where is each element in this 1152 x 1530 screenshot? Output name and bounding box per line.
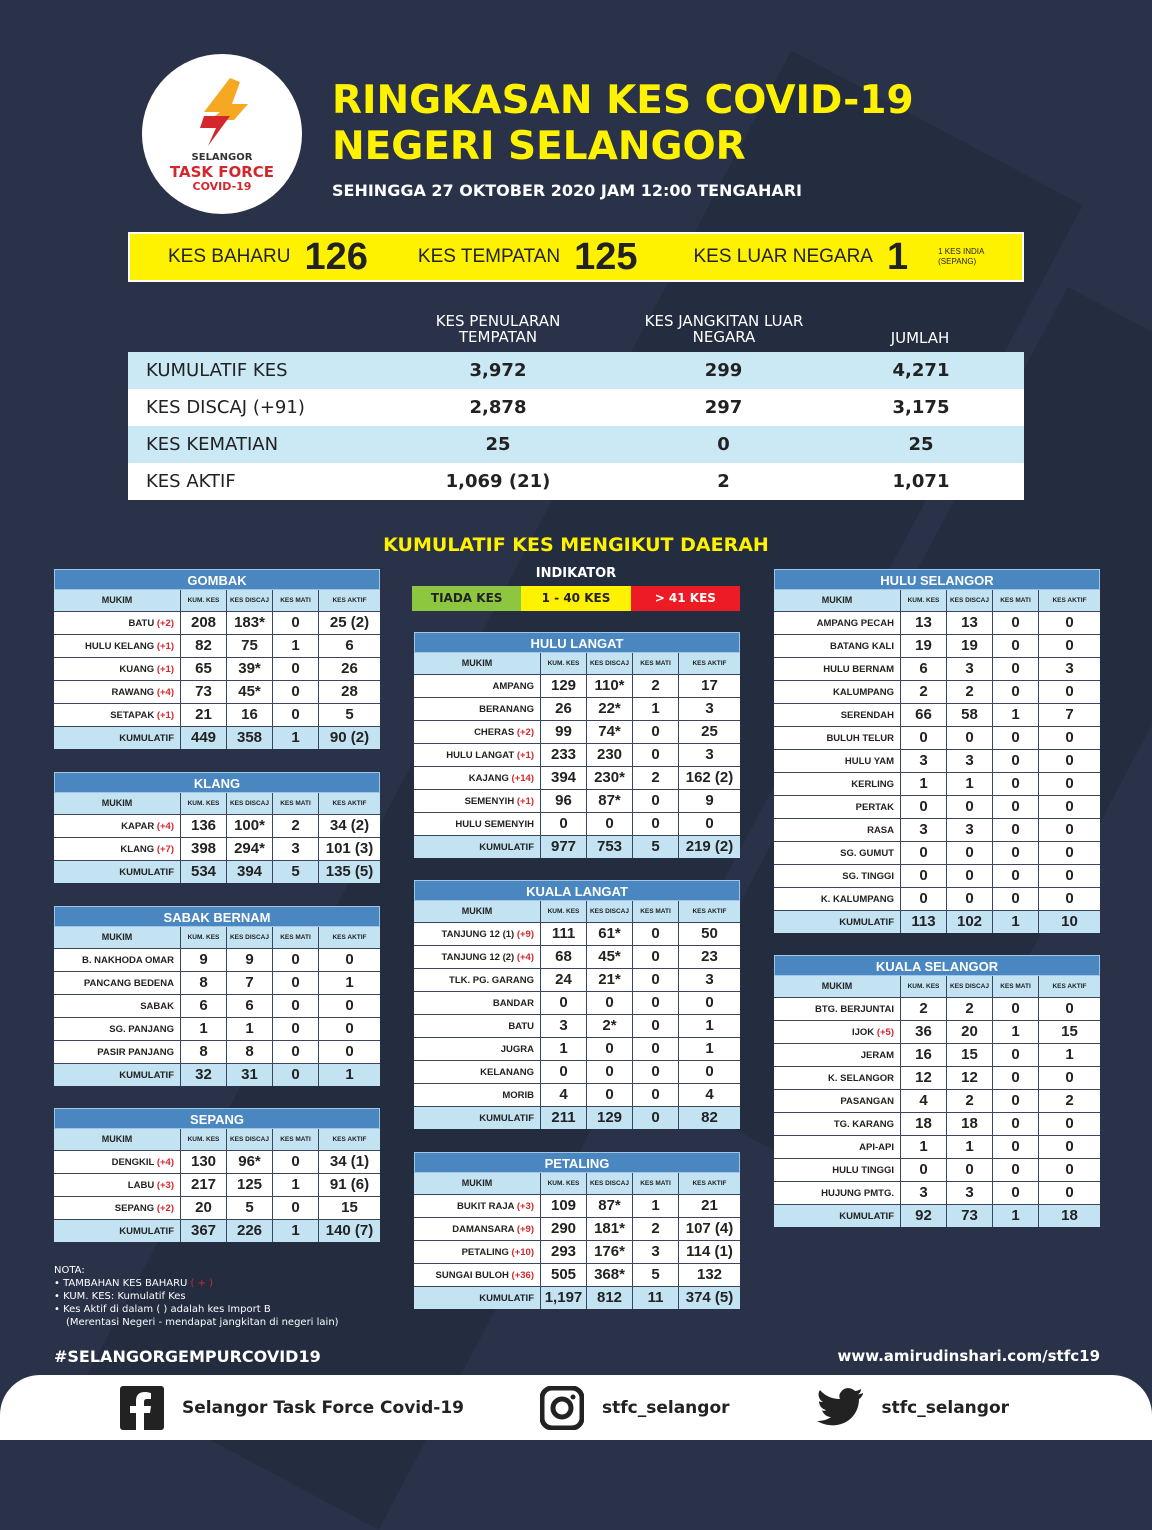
table-row: HULU LANGAT (+1) 233 230 0 3 xyxy=(414,743,740,766)
summary-col3-header: JUMLAH xyxy=(890,329,950,347)
district-table xyxy=(54,569,380,749)
table-row: BERANANG 26 22* 1 3 xyxy=(414,697,740,720)
table-row: BATU 3 2* 0 1 xyxy=(414,1014,740,1037)
table-row: DENGKIL (+4) 130 96* 0 34 (1) xyxy=(54,1150,380,1173)
summary-row: KES AKTIF 1,069 (21) 2 1,071 xyxy=(128,463,1024,500)
total-row: KUMULATIF 977 753 5 219 (2) xyxy=(414,835,740,858)
total-row: KUMULATIF 367 226 1 140 (7) xyxy=(54,1219,380,1242)
table-row: IJOK (+5) 36 20 1 15 xyxy=(774,1020,1100,1043)
indicator-low: 1 - 40 KES xyxy=(521,586,630,611)
indicator-high: > 41 KES xyxy=(631,586,740,611)
total-row: KUMULATIF 32 31 0 1 xyxy=(54,1063,380,1086)
logo-line1: SELANGOR xyxy=(191,152,253,163)
total-row: KUMULATIF 534 394 5 135 (5) xyxy=(54,860,380,883)
kes-baharu-value: 126 xyxy=(304,235,368,278)
column-header: MUKIM KUM. KES KES DISCAJ KES MATI KES AKTIF xyxy=(414,901,740,922)
page-title: RINGKASAN KES COVID-19 NEGERI SELANGOR xyxy=(332,78,914,169)
table-row: KAPAR (+4) 136 100* 2 34 (2) xyxy=(54,814,380,837)
table-row: PASIR PANJANG 8 8 0 0 xyxy=(54,1040,380,1063)
table-row: SEPANG (+2) 20 5 0 15 xyxy=(54,1196,380,1219)
indicator-title: INDIKATOR xyxy=(535,566,617,581)
district-title: GOMBAK xyxy=(54,569,380,590)
section-title: KUMULATIF KES MENGIKUT DAERAH xyxy=(383,534,769,556)
summary-col2-header: KES JANGKITAN LUAR NEGARA xyxy=(644,312,804,346)
table-row: SEMENYIH (+1) 96 87* 0 9 xyxy=(414,789,740,812)
table-row: PETALING (+10) 293 176* 3 114 (1) xyxy=(414,1240,740,1263)
table-row: PERTAK 0 0 0 0 xyxy=(774,795,1100,818)
table-row: HULU KELANG (+1) 82 75 1 6 xyxy=(54,634,380,657)
column-header: MUKIM KUM. KES KES DISCAJ KES MATI KES AKTIF xyxy=(54,590,380,611)
total-row: KUMULATIF 211 129 0 82 xyxy=(414,1106,740,1129)
table-row: CHERAS (+2) 99 74* 0 25 xyxy=(414,720,740,743)
district-title: SEPANG xyxy=(54,1108,380,1129)
district-table xyxy=(414,880,740,1129)
table-row: PASANGAN 4 2 0 2 xyxy=(774,1089,1100,1112)
twitter-icon xyxy=(816,1388,864,1428)
column-header: MUKIM KUM. KES KES DISCAJ KES MATI KES AKTIF xyxy=(414,653,740,674)
table-row: TANJUNG 12 (2) (+4) 68 45* 0 23 xyxy=(414,945,740,968)
district-title: KLANG xyxy=(54,772,380,793)
table-row: KUANG (+1) 65 39* 0 26 xyxy=(54,657,380,680)
table-row: BATU (+2) 208 183* 0 25 (2) xyxy=(54,611,380,634)
kes-luar-note: 1 KES INDIA (SEPANG) xyxy=(938,247,984,266)
column-header: MUKIM KUM. KES KES DISCAJ KES MATI KES AKTIF xyxy=(54,1129,380,1150)
table-row: BUKIT RAJA (+3) 109 87* 1 21 xyxy=(414,1194,740,1217)
table-row: HUJUNG PMTG. 3 3 0 0 xyxy=(774,1181,1100,1204)
table-row: HULU YAM 3 3 0 0 xyxy=(774,749,1100,772)
kes-tempatan-value: 125 xyxy=(574,235,638,278)
instagram-icon xyxy=(540,1386,584,1430)
total-row: KUMULATIF 113 102 1 10 xyxy=(774,910,1100,933)
district-title: KUALA SELANGOR xyxy=(774,955,1100,976)
table-row: SETAPAK (+1) 21 16 0 5 xyxy=(54,703,380,726)
summary-row: KES DISCAJ (+91) 2,878 297 3,175 xyxy=(128,389,1024,426)
table-row: B. NAKHODA OMAR 9 9 0 0 xyxy=(54,948,380,971)
task-force-logo xyxy=(142,54,302,214)
table-row: AMPANG 129 110* 2 17 xyxy=(414,674,740,697)
table-row: KAJANG (+14) 394 230* 2 162 (2) xyxy=(414,766,740,789)
kes-tempatan-label: KES TEMPATAN xyxy=(417,246,561,267)
district-title: SABAK BERNAM xyxy=(54,906,380,927)
district-table xyxy=(414,632,740,858)
table-row: K. KALUMPANG 0 0 0 0 xyxy=(774,887,1100,910)
table-row: SG. PANJANG 1 1 0 0 xyxy=(54,1017,380,1040)
table-row: PANCANG BEDENA 8 7 0 1 xyxy=(54,971,380,994)
indicator-legend xyxy=(412,566,740,611)
total-row: KUMULATIF 92 73 1 18 xyxy=(774,1204,1100,1227)
column-header: MUKIM KUM. KES KES DISCAJ KES MATI KES AKTIF xyxy=(414,1173,740,1194)
table-row: BANDAR 0 0 0 0 xyxy=(414,991,740,1014)
table-row: KERLING 1 1 0 0 xyxy=(774,772,1100,795)
table-row: API-API 1 1 0 0 xyxy=(774,1135,1100,1158)
district-table xyxy=(54,772,380,883)
column-header: MUKIM KUM. KES KES DISCAJ KES MATI KES AKTIF xyxy=(54,927,380,948)
logo-line3: COVID-19 xyxy=(192,180,252,193)
district-title: KUALA LANGAT xyxy=(414,880,740,901)
kes-luar-value: 1 xyxy=(886,235,909,278)
facebook-link[interactable]: Selangor Task Force Covid-19 xyxy=(120,1386,464,1430)
instagram-link[interactable]: stfc_selangor xyxy=(540,1386,730,1430)
table-row: LABU (+3) 217 125 1 91 (6) xyxy=(54,1173,380,1196)
table-row: HULU SEMENYIH 0 0 0 0 xyxy=(414,812,740,835)
total-row: KUMULATIF 1,197 812 11 374 (5) xyxy=(414,1286,740,1309)
column-header: MUKIM KUM. KES KES DISCAJ KES MATI KES AKTIF xyxy=(54,793,380,814)
table-row: RASA 3 3 0 0 xyxy=(774,818,1100,841)
table-row: HULU TINGGI 0 0 0 0 xyxy=(774,1158,1100,1181)
district-table xyxy=(54,1108,380,1242)
logo-line2: TASK FORCE xyxy=(169,163,275,181)
summary-col1-header: KES PENULARAN TEMPATAN xyxy=(435,312,561,346)
column-header: MUKIM KUM. KES KES DISCAJ KES MATI KES AKTIF xyxy=(774,976,1100,997)
district-title: HULU LANGAT xyxy=(414,632,740,653)
table-row: HULU BERNAM 6 3 0 3 xyxy=(774,657,1100,680)
website-link[interactable]: www.amirudinshari.com/stfc19 xyxy=(837,1347,1100,1365)
table-row: TANJUNG 12 (1) (+9) 111 61* 0 50 xyxy=(414,922,740,945)
table-row: SG. GUMUT 0 0 0 0 xyxy=(774,841,1100,864)
summary-row: KUMULATIF KES 3,972 299 4,271 xyxy=(128,352,1024,389)
twitter-link[interactable]: stfc_selangor xyxy=(816,1388,1010,1428)
indicator-none: TIADA KES xyxy=(412,586,521,611)
facebook-icon xyxy=(120,1386,164,1430)
table-row: KLANG (+7) 398 294* 3 101 (3) xyxy=(54,837,380,860)
new-cases-bar xyxy=(128,232,1024,282)
hashtag: #SELANGORGEMPURCOVID19 xyxy=(54,1347,321,1366)
table-row: SG. TINGGI 0 0 0 0 xyxy=(774,864,1100,887)
table-row: BULUH TELUR 0 0 0 0 xyxy=(774,726,1100,749)
table-row: SERENDAH 66 58 1 7 xyxy=(774,703,1100,726)
page-subtitle: SEHINGGA 27 OKTOBER 2020 JAM 12:00 TENGAHARI xyxy=(332,181,802,200)
kes-baharu-label: KES BAHARU xyxy=(168,246,291,267)
notes: NOTA: • TAMBAHAN KES BAHARU ( + ) • KUM. KES: Kumulatif Kes • Kes Aktif di dalam ( ) adalah kes Import B (Merentasi Negeri - mendapat jangkitan di negeri lain) xyxy=(54,1265,339,1328)
summary-table xyxy=(128,352,1024,500)
district-table xyxy=(774,569,1100,933)
table-row: JUGRA 1 0 0 1 xyxy=(414,1037,740,1060)
table-row: SUNGAI BULOH (+36) 505 368* 5 132 xyxy=(414,1263,740,1286)
table-row: AMPANG PECAH 13 13 0 0 xyxy=(774,611,1100,634)
table-row: TLK. PG. GARANG 24 21* 0 3 xyxy=(414,968,740,991)
lightning-icon xyxy=(190,76,254,148)
district-title: PETALING xyxy=(414,1152,740,1173)
kes-luar-label: KES LUAR NEGARA xyxy=(693,246,873,267)
table-row: SABAK 6 6 0 0 xyxy=(54,994,380,1017)
column-header: MUKIM KUM. KES KES DISCAJ KES MATI KES AKTIF xyxy=(774,590,1100,611)
table-row: KELANANG 0 0 0 0 xyxy=(414,1060,740,1083)
table-row: RAWANG (+4) 73 45* 0 28 xyxy=(54,680,380,703)
district-title: HULU SELANGOR xyxy=(774,569,1100,590)
district-table xyxy=(774,955,1100,1227)
table-row: BTG. BERJUNTAI 2 2 0 0 xyxy=(774,997,1100,1020)
table-row: JERAM 16 15 0 1 xyxy=(774,1043,1100,1066)
social-footer xyxy=(0,1375,1152,1440)
district-table xyxy=(414,1152,740,1309)
table-row: MORIB 4 0 0 4 xyxy=(414,1083,740,1106)
table-row: DAMANSARA (+9) 290 181* 2 107 (4) xyxy=(414,1217,740,1240)
summary-row: KES KEMATIAN 25 0 25 xyxy=(128,426,1024,463)
table-row: K. SELANGOR 12 12 0 0 xyxy=(774,1066,1100,1089)
district-table xyxy=(54,906,380,1086)
table-row: KALUMPANG 2 2 0 0 xyxy=(774,680,1100,703)
table-row: TG. KARANG 18 18 0 0 xyxy=(774,1112,1100,1135)
total-row: KUMULATIF 449 358 1 90 (2) xyxy=(54,726,380,749)
table-row: BATANG KALI 19 19 0 0 xyxy=(774,634,1100,657)
